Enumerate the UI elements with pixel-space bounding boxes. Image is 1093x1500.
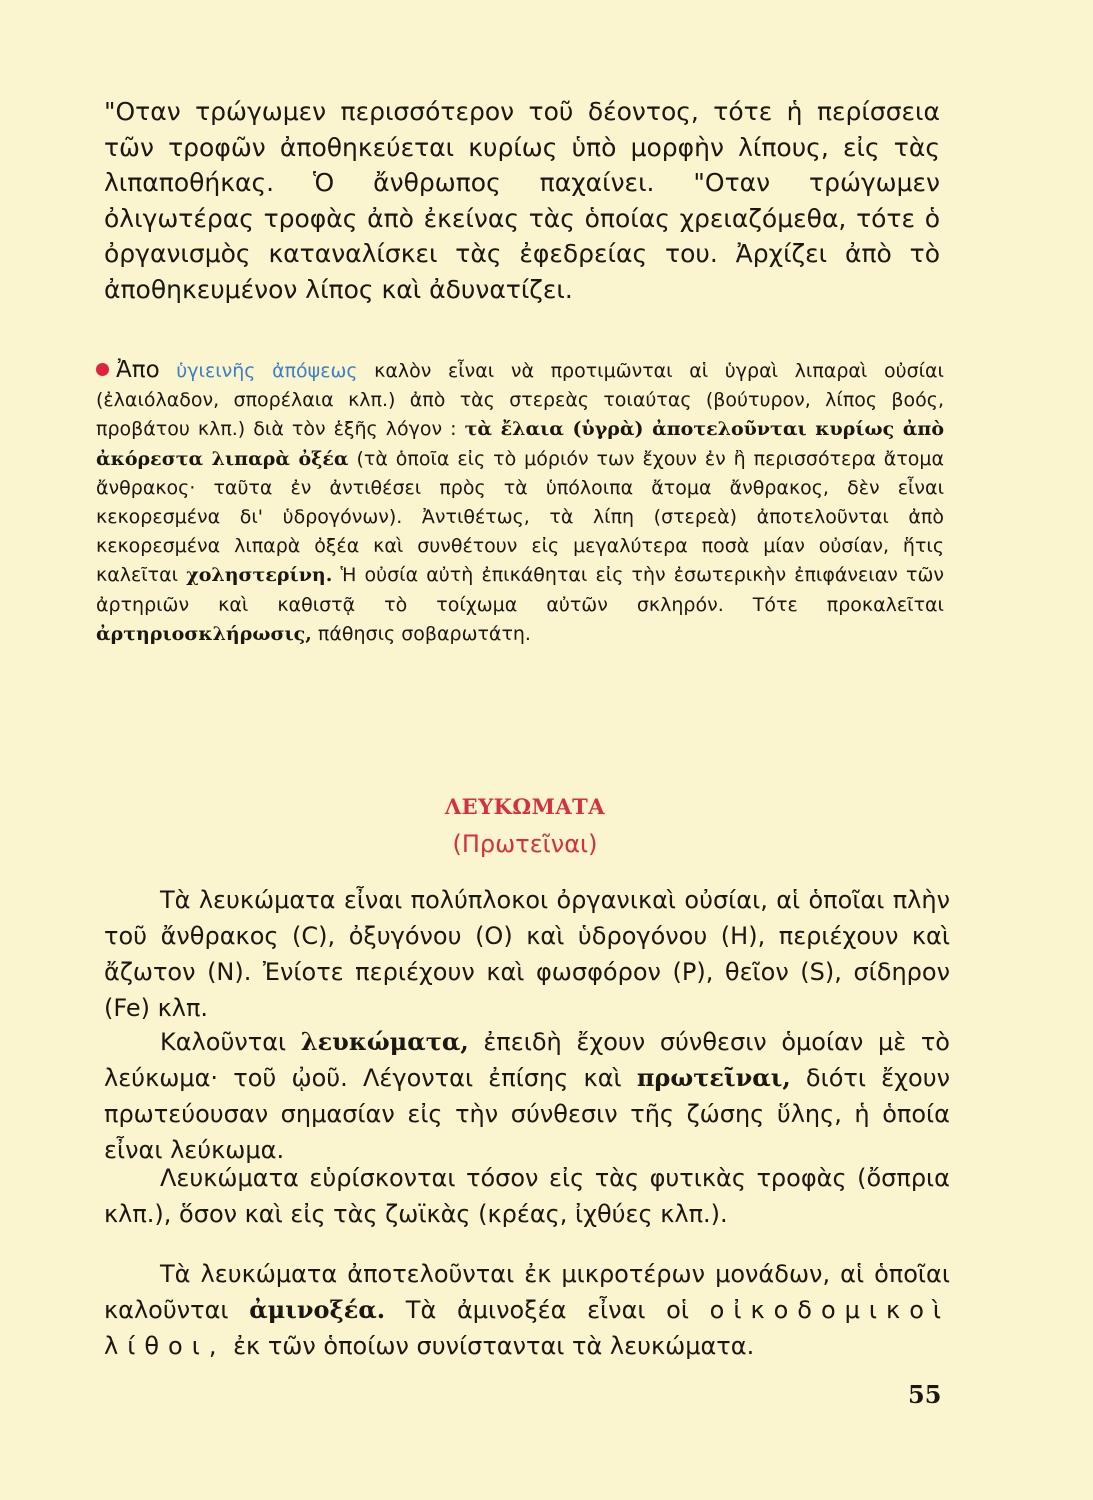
section-subtitle: (Πρωτεῖναι) [452,830,598,858]
hygiene-text-3: Ἡ οὐσία αὐτὴ ἐπικάθηται εἰς τὴν ἐσωτερικὴν ἐπιφάνειαν τῶν ἀρτηριῶν καὶ καθιστᾷ τὸ τοίχωμα αὐτῶν σκληρόν. Τότε προκαλεῖται [96,564,944,616]
amino-text-1: Τὰ λευκώματα ἀποτελοῦνται ἐκ μικροτέρων μονάδων, αἱ ὁποῖαι καλοῦνται [104,1260,950,1324]
naming-bold-1: λευκώματα, [300,1027,469,1056]
amino-bold: ἀμινοξέα. [249,1295,386,1324]
bullet-dot-icon [96,363,109,376]
page-number: 55 [908,1380,942,1409]
hygiene-lead: Ἀπο [116,357,160,383]
hygiene-bold-1: τὰ ἔλαια (ὑγρὰ) ἀποτελοῦνται κυρίως ἀπὸ ἀκόρεστα λιπαρὰ ὀξέα [96,418,945,470]
hygiene-text-2: (τὰ ὁποῖα εἰς τὸ μόριόν των ἔχουν ἐν ἢ περισσότερα ἄτομα ἄνθρακος· ταῦτα ἐν ἀντιθέσει πρὸς τὰ ὑπόλοιπα ἄτομα ἄνθρακος, δὲν εἶναι κεκορεσμένα δι' ὑδρογόνων). Ἀντιθέτως, τὰ λίπη (στερεὰ) ἀποτελοῦνται ἀπὸ κεκορεσμένα λιπαρὰ ὀξέα καὶ συνθέτουν εἰς μεγαλύτερα ποσὰ μίαν οὐσίαν, ἥτις καλεῖται [96,447,944,587]
paragraph-protein-definition: Τὰ λευκώματα εἶναι πολύπλοκοι ὀργανικαὶ οὐσίαι, αἱ ὁποῖαι πλὴν τοῦ ἄνθρακος (C), ὀξυγόνου (O) καὶ ὑδρογόνου (H), περιέχουν καὶ ἄζωτον (N). Ἐνίοτε περιέχουν καὶ φωσφόρον (P), θεῖον (S), σίδηρον (Fe) κλπ. [104,886,950,1022]
paragraph-protein-naming [104,1024,950,1168]
naming-text-3: διότι ἔχουν πρωτεύουσαν σημασίαν εἰς τὴν σύνθεσιν τῆς ζώσης ὕλης, ἡ ὁποία εἶναι λεύκωμα. [104,1064,950,1164]
hygiene-text-4: πάθησις σοβαρωτάτη. [311,622,531,645]
amino-spaced-text: οἰκοδομικοὶ λίθοι, [104,1296,950,1360]
hygiene-highlight: ὑγιεινῆς ἀπόψεως [176,360,358,382]
naming-text-2: ἐπειδὴ ἔχουν σύνθεσιν ὁμοίαν μὲ τὸ λεύκωμα· τοῦ ᾠοῦ. Λέγονται ἐπίσης καὶ [104,1028,950,1092]
naming-text-1: Καλοῦνται [160,1028,301,1056]
amino-text-2: Τὰ ἀμινοξέα εἶναι οἱ [385,1296,710,1324]
hygiene-bold-2: χοληστερίνη. [186,564,333,587]
hygiene-bold-3: ἀρτηριοσκλήρωσις, [96,622,312,645]
hygiene-text-1: καλὸν εἶναι νὰ προτιμῶνται αἱ ὑγραὶ λιπαραὶ οὐσίαι (ἐλαιόλαδον, σπορέλαια κλπ.) ἀπὸ τὰς στερεὰς τοιαύτας (βούτυρον, λίπος βοός, προβάτου κλπ.) διὰ τὸν ἑξῆς λόγον : [96,360,944,441]
naming-bold-2: πρωτεῖναι, [636,1063,791,1092]
amino-text-3: ἐκ τῶν ὁποίων συνίστανται τὰ λευκώματα. [225,1332,755,1360]
paragraph-fat-storage: "Οταν τρώγωμεν περισσότερον τοῦ δέοντος, τότε ἡ περίσσεια τῶν τροφῶν ἀποθηκεύεται κυρίως ὑπὸ μορφὴν λίπους, εἰς τὰς λιπαποθήκας. Ὁ ἄνθρωπος παχαίνει. "Οταν τρώγωμεν ὀλιγωτέρας τροφὰς ἀπὸ ἐκείνας τὰς ὁποίας χρειαζόμεθα, τότε ὁ ὀργανισμὸς καταναλίσκει τὰς ἐφεδρείας του. Ἀρχίζει ἀπὸ τὸ ἀποθηκευμένον λίπος καὶ ἀδυνατίζει. [104,97,940,304]
hygiene-note [96,356,944,649]
paragraph-amino-acids [104,1256,950,1364]
paragraph-protein-sources: Λευκώματα εὑρίσκονται τόσον εἰς τὰς φυτικὰς τροφὰς (ὄσπρια κλπ.), ὅσον καὶ εἰς τὰς ζωϊκὰς (κρέας, ἰχθύες κλπ.). [104,1164,950,1228]
section-title: ΛΕΥΚΩΜΑΤΑ [444,794,606,819]
